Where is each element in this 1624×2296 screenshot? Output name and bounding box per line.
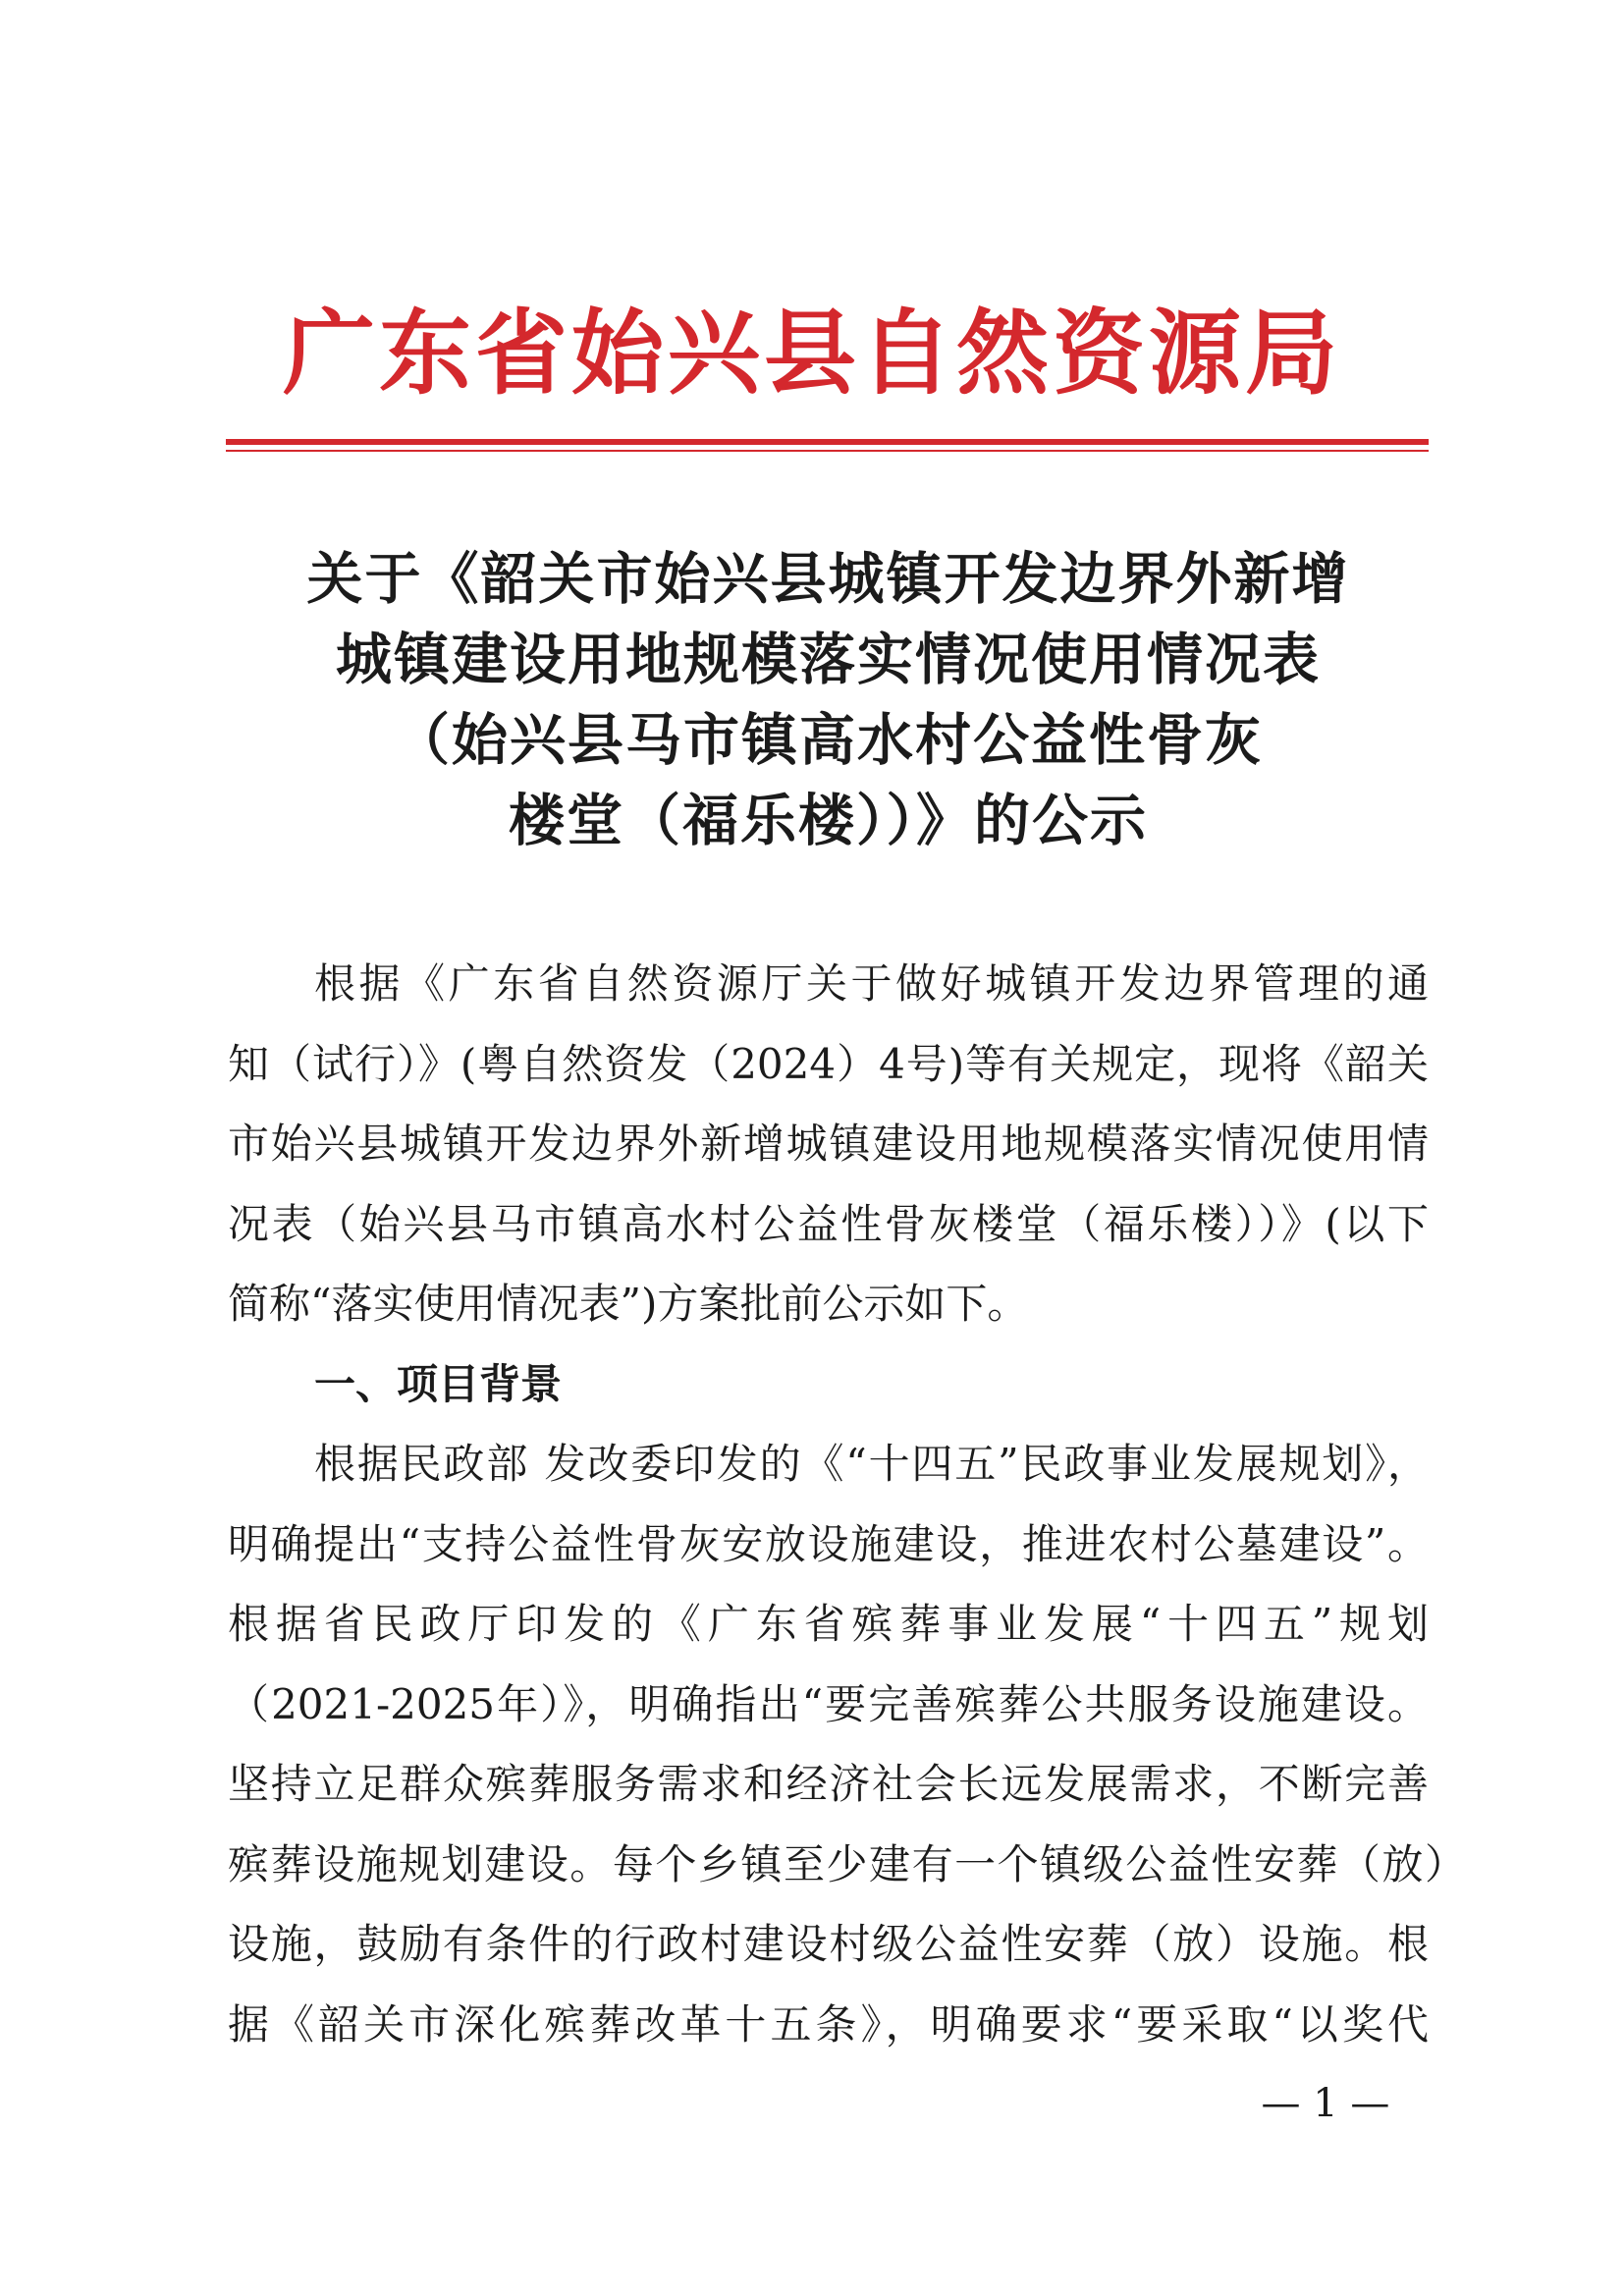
title-line: 城镇建设用地规模落实情况使用情况表: [336, 627, 1321, 692]
body-line: 简称“落实使用情况表”)方案批前公示如下。: [228, 1280, 1029, 1328]
header-red-rule-thick: [226, 439, 1429, 445]
body-line: 殡葬设施规划建设。每个乡镇至少建有一个镇级公益性安葬（放）: [228, 1839, 1466, 1888]
body-line: 况表（始兴县马市镇高水村公益性骨灰楼堂（福乐楼））》(以下: [228, 1199, 1429, 1248]
title-line: 关于《韶关市始兴县城镇开发边界外新增: [306, 546, 1350, 612]
body-line: 坚持立足群众殡葬服务需求和经济社会长远发展需求，不断完善: [228, 1760, 1429, 1808]
document-body: [228, 944, 1466, 2064]
body-line: 根据省民政厅印发的《广东省殡葬事业发展“十四五”规划: [228, 1600, 1429, 1648]
title-line: 楼堂（福乐楼））》的公示: [509, 788, 1148, 853]
body-line: 据《韶关市深化殡葬改革十五条》，明确要求“要采取“以奖代: [228, 1999, 1429, 2049]
body-line: 市始兴县城镇开发边界外新增城镇建设用地规模落实情况使用情: [228, 1120, 1429, 1168]
issuing-agency-name: 广东省始兴县自然资源局: [282, 300, 1341, 408]
body-line: 明确提出“支持公益性骨灰安放设施建设，推进农村公墓建设”。: [228, 1519, 1429, 1568]
document-title: [228, 539, 1429, 861]
body-line: 根据民政部 发改委印发的《“十四五”民政事业发展规划》，: [314, 1440, 1429, 1488]
body-line: 知（试行）》(粤自然资发（2024）4号)等有关规定，现将《韶关: [228, 1039, 1429, 1088]
body-line: 根据《广东省自然资源厅关于做好城镇开发边界管理的通: [314, 959, 1429, 1008]
body-line: （2021-2025年）》，明确指出“要完善殡葬公共服务设施建设。: [228, 1679, 1429, 1728]
header-red-rule-thin: [226, 450, 1429, 452]
section-heading-background: 一、项目背景: [314, 1359, 563, 1408]
title-line: （始兴县马市镇高水村公益性骨灰: [394, 707, 1263, 773]
page-number: — 1 —: [1261, 2081, 1390, 2126]
body-line: 设施，鼓励有条件的行政村建设村级公益性安葬（放）设施。根: [228, 1920, 1429, 1968]
